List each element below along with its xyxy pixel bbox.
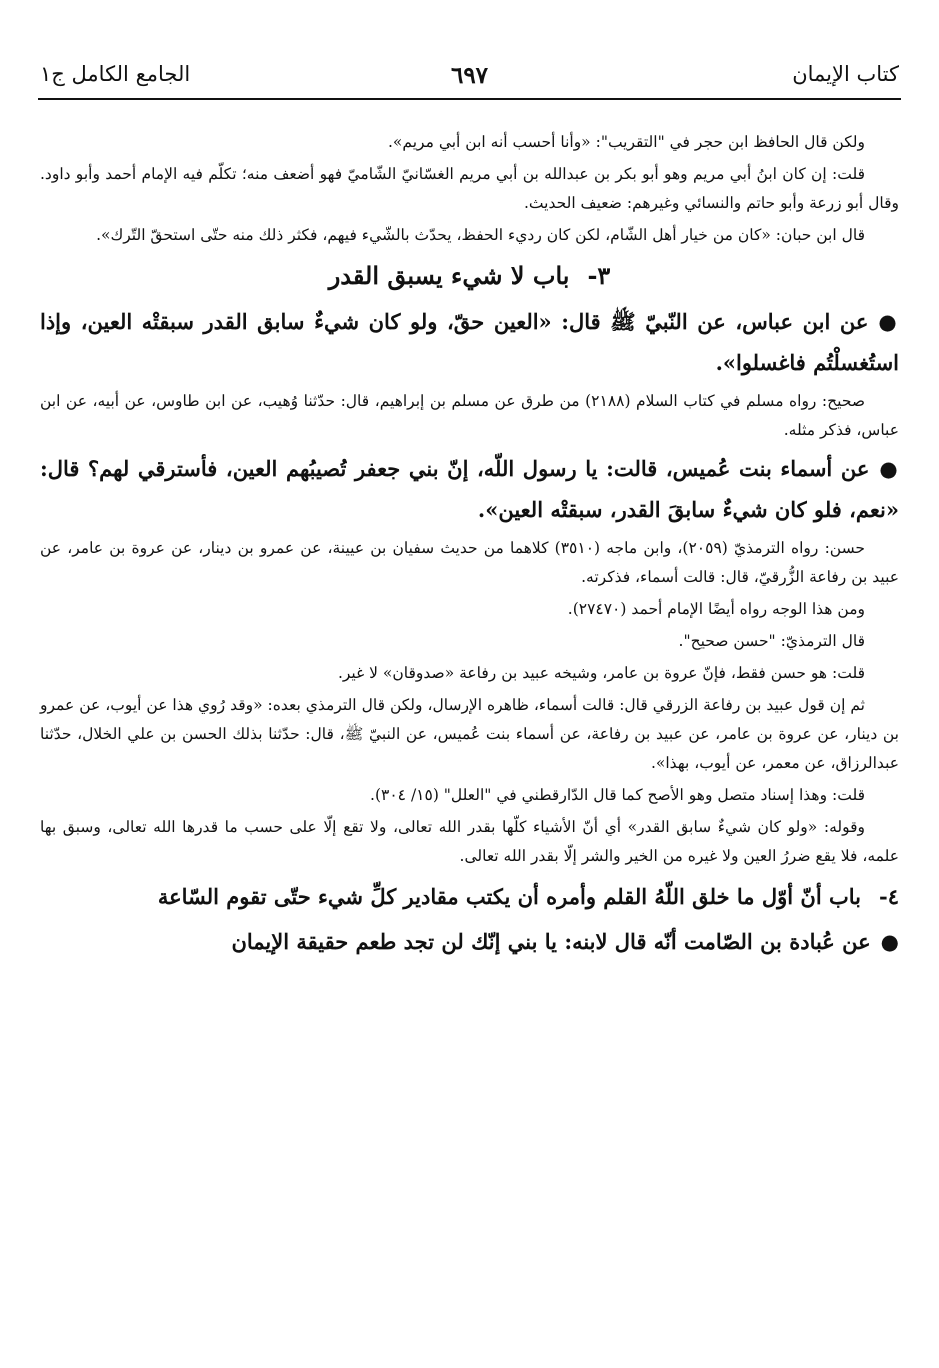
book-title: الجامع الكامل ج١ — [40, 62, 191, 86]
paragraph-abu-bakr: قلت: إن كان ابنُ أبي مريم وهو أبو بكر بن عبدالله بن أبي مريم الغسّانيّ الشّاميّ فهو أضعف منه؛ تكلّم فيه الإمام أحمد وأبو داود. وقال أبو زرعة وأبو حاتم والنسائي وغيرهم: ضعيف الحديث. — [40, 165, 899, 212]
hadith-ibn-abbas — [40, 301, 899, 383]
page-number: ٦٩٧ — [450, 62, 489, 89]
paragraph-ibn-hibban: قال ابن حبان: «كان من خيار أهل الشّام، لكن كان رديء الحفظ، يحدّث بالشّيء فيهم، فكثر ذلك منه حتّى استحقّ التّرك». — [96, 226, 865, 244]
hadith-grading: حسن: رواه الترمذيّ (٢٠٥٩)، وابن ماجه (٣٥١٠) كلاهما من حديث سفيان بن عيينة، عن عمرو بن دينار، عن عروة بن عامر، عن عبيد بن رفاعة الزُّرقيّ، قال: قالت أسماء، فذكرته. — [40, 539, 899, 586]
chapter-number: ٣- — [587, 261, 611, 290]
hadith-asma — [40, 448, 899, 530]
paragraph-ibn-hajar: ولكن قال الحافظ ابن حجر في "التقريب": «وأنا أحسب أنه ابن أبي مريم». — [388, 133, 865, 151]
page-content — [40, 128, 899, 966]
running-header — [38, 58, 901, 100]
bullet-icon: ● — [878, 309, 899, 334]
chapter-heading-3 — [40, 253, 899, 299]
note-daraqutni: قلت: وهذا إسناد متصل وهو الأصح كما قال الدّارقطني في "العلل" (١٥/ ٣٠٤). — [370, 786, 865, 804]
book-section-title: كتاب الإيمان — [792, 62, 899, 86]
hadith-text: عن عُبادة بن الصّامت أنّه قال لابنه: يا بني إنّك لن تجد طعم حقيقة الإيمان — [231, 929, 871, 954]
note-tirmidhi: قال الترمذيّ: "حسن صحيح". — [678, 632, 865, 650]
hadith-text: عن ابن عباس، عن النّبيّ ﷺ قال: «العين حقّ، ولو كان شيءٌ سابق القدر سبقتْه العين، وإذا استُغسلْتُم فاغسلوا». — [40, 309, 899, 375]
hadith-grading: صحيح: رواه مسلم في كتاب السلام (٢١٨٨) من طرق عن مسلم بن إبراهيم، قال: حدّثنا وُهيب، عن ابن طاوس، عن أبيه، عن ابن عباس، فذكر مثله. — [40, 392, 899, 439]
bullet-icon: ● — [880, 929, 899, 954]
note-hasan-only: قلت: هو حسن فقط، فإنّ عروة بن عامر، وشيخه عبيد بن رفاعة «صدوقان» لا غير. — [337, 664, 865, 682]
chapter-title: باب لا شيء يسبق القدر — [328, 261, 570, 290]
note-irsal: ثم إن قول عبيد بن رفاعة الزرقي قال: قالت أسماء، ظاهره الإرسال، ولكن قال الترمذي بعده: «وقد رُوي هذا عن أيوب، عن عمرو بن دينار، عن عروة بن عامر، عن عبيد بن رفاعة، عن أسماء بنت عُميس، عن النبيّ ﷺ، قال: حدّثنا بذلك الحسن بن علي الخلال، حدّثنا عبدالرزاق، عن معمر، عن أيوب، بهذا». — [40, 696, 899, 772]
bullet-icon: ● — [879, 456, 899, 481]
chapter-title: باب أنّ أوّل ما خلق اللّهُ القلم وأمره أن يكتب مقادير كلِّ شيء حتّى تقوم السّاعة — [157, 884, 861, 909]
note-ahmad: ومن هذا الوجه رواه أيضًا الإمام أحمد (٢٧٤٧٠). — [567, 600, 865, 618]
chapter-number: ٤- — [879, 884, 899, 909]
chapter-heading-4 — [40, 875, 899, 919]
hadith-text: عن أسماء بنت عُميس، قالت: يا رسول اللّه، إنّ بني جعفر تُصيبُهم العين، فأسترقي لهم؟ قال: «نعم، فلو كان شيءٌ سابقَ القدر، سبقتْه العين». — [40, 456, 899, 522]
note-explanation: وقوله: «ولو كان شيءٌ سابق القدر» أي أنّ الأشياء كلّها بقدر الله تعالى، ولا تقع إلّا على حسب ما قدرها الله تعالى، وسبق بها علمه، فلا يقع ضررُ العين ولا غيره من الخير والشر إلّا بقدر الله تعالى. — [40, 818, 899, 865]
hadith-ubada — [40, 921, 899, 962]
